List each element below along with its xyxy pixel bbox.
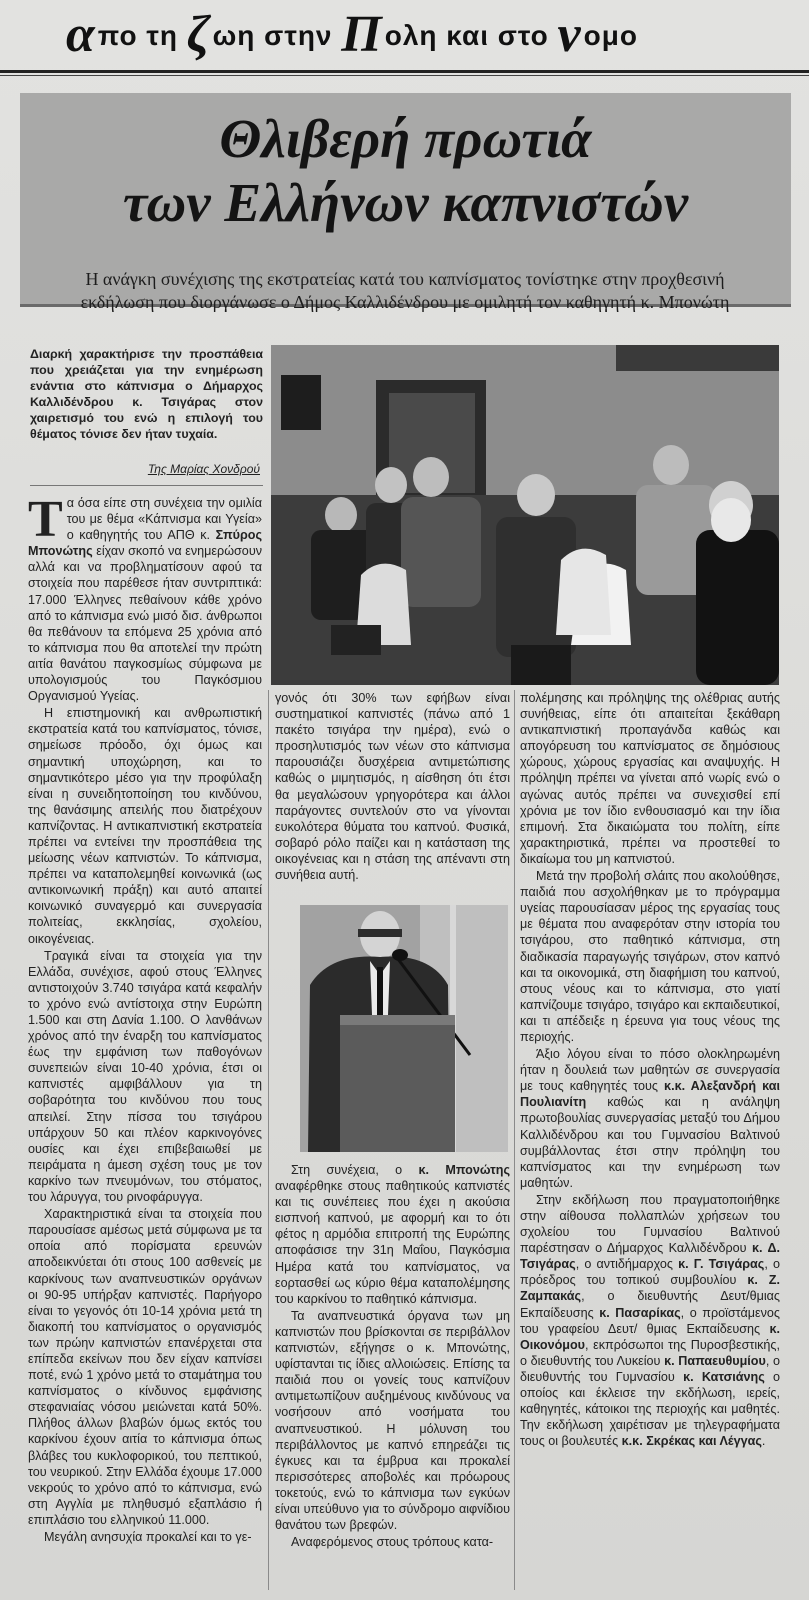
paragraph: Τα αναπνευστικά όργανα των μη καπνιστών που βρίσκονται σε περιβάλλον καπνιστών, εξήγησε ο κ. Μπονώτης, υφίστανται τις ίδιες αλλοιώσεις. Επίσης τα παιδιά που οι γονείς τους καπνίζουν αντιμετωπίζουν αυξημένους κινδύνους να νοσήσουν από νοσήματα του αναπνευστικού. Η μόλυνση του περιβάλλοντος με καπνό επηρεάζει τις έγκυες και τα έμβρυα και προκαλεί περισσότερες αποβολές και πρόωρους τοκετούς, ενώ το κάπνισμα των εγκύων είναι υπεύθυνο για το σύνδρομο αιφνίδιου θανάτου των βρεφών. [275,1308,510,1533]
article-column-2-top [275,690,510,883]
article-column-2-bottom: Στη συνέχεια, ο κ. Μπονώτης αναφέρθηκε στους παθητικούς καπνιστές και τις συνέπειες που έχει η ακούσια εισπνοή καπνού, με αφορμή και το ότι φέτος η αρμόδια επιτροπή της Ευρώπης αποφάσισε την 31η Μαΐου, Παγκόσμια Ημέρα κατά του καπνίσματος, να εορτασθεί ως κύριο θέμα καταπολέμησης του καρκίνου το παθητικό κάπνισμα. Τα αναπνευστικά όργανα των μη καπνιστών που βρίσκονται σε περιβάλλον καπνιστών, εξήγησε ο κ. Μπονώτης, υφίστανται τις ίδιες αλλοιώσεις. Επίσης τα παιδιά που οι γονείς τους καπνίζουν αντιμετωπίζουν αυξημένους κινδύνους να νοσήσουν από νοσήματα του αναπνευστικού. Η μόλυνση του περιβάλλοντος με καπνό επηρεάζει τις έγκυες και τα έμβρυα και προκαλεί περισσότερες αποβολές και πρόωρους τοκετούς, ενώ το κάπνισμα των εγκύων είναι υπεύθυνο για το σύνδρομο αιφνίδιου θανάτου των βρεφών. Αναφερόμενος στους τρόπους κατα- [275,1163,510,1550]
paragraph: πολέμησης και πρόληψης της ολέθριας αυτής συνήθειας, είπε ότι απαιτείται ξεκάθαρη αντικαπνιστική προπαγάνδα καθώς και απογόρευση του καπνίσματος σε δημόσιους χώρους, χώρους εργασίας και αναψυχής. Η πρόληψη πρέπει να γίνεται από νωρίς ενώ ο αγώνας αυτός πρέπει να συνεχισθεί επί χρόνια με τον ίδιο ενθουσιασμό και την ίδια επιμονή. Στα δικαιώματα του πολίτη, είπε χαρακτηριστικά, πρέπει να προστεθεί το δικαίωμα του μη καπνιστού. [520,691,780,866]
article-column-3: πολέμησης και πρόληψης της ολέθριας αυτής συνήθειας, είπε ότι απαιτείται ξεκάθαρη αντικαπνιστική προπαγάνδα καθώς και απογόρευση του καπνίσματος σε δημόσιους χώρους, χώρους εργασίας και αναψυχής. Η πρόληψη πρέπει να γίνεται από νωρίς ενώ ο αγώνας αυτός πρέπει να συνεχισθεί επί χρόνια με τον ίδιο ενθουσιασμό και την ίδια επιμονή. Στα δικαιώματα του πολίτη, είπε χαρακτηριστικά, πρέπει να προστεθεί το δικαίωμα του μη καπνιστού. Μετά την προβολή σλάιτς που ακολούθησε, παιδιά που ασχολήθηκαν με το πρόγραμμα υγείας παρουσίασαν μέρος της εργασίας τους με θέματα που αναφερόταν στην ιστορία του τσιγάρου, στο παθητικό κάπνισμα, στη διαδικασία παραγωγής τσιγάρων, στον καπνό και τα οικονομικά, στη διαφήμιση του καπνού, στους νέους και το κάπνισμα, στο γιατί καπνίζουμε τσιγάρο, τσιγάρο και εκπαιδευτικοί, και τι απέδειξε η έρευνα για τους νέους της περιοχής. Άξιο λόγου είναι το πόσο ολοκληρωμένη ήταν η δουλειά των μαθητών σε συνεργασία με τους καθηγητές τους κ.κ. Αλεξανδρή και Πουλιανίτη καθώς και η ανάληψη πρωτοβουλίας συνεργασίας μεταξύ του Δήμου Καλλιδένδρου και του Γυμνασίου Βαλτινού συμβάλλοντας έτσι στην πρόληψη του καπνίσματος και την ενημέρωση των μαθητών. Στην εκδήλωση που πραγματοποιήθηκε στην αίθουσα πολλαπλών χρήσεων του σχολείου του Γυμνασίου Βαλτινού παρέστησαν ο Δήμαρχος Καλλιδένδρου κ. Δ. Τσιγάρας, ο αντιδήμαρχος κ. Γ. Τσιγάρας, ο πρόεδρος του τοπικού συμβουλίου κ. Ζ. Ζαμπακάς, ο διευθυντής Δευτ/θμιας Εκπαίδευσης κ. Πασαρίκας, ο προϊστάμενος του γραφείου Δευτ/ θμιας Εκπαίδευσης κ. Οικονόμου, εκπρόσωποι της Πυροσβεστικής, ο διευθυντής του Λυκείου κ. Παπαευθυμίου, ο διευθυντής του Γυμνασίου κ. Κατσιάνης ο οποίος και έκλεισε την εκδήλωση, ιερείς, καθηγητές, κάτοικοι της περιοχής και μαθητές. Την εκδήλωση χαιρέτισαν με τηλεγραφήματα τους οι βουλευτές κ.κ. Σκρέκας και Λέγγας. [520,691,780,1449]
paragraph: Μεγάλη ανησυχία προκαλεί και το γε- [44,1530,252,1544]
byline-rule [30,485,263,486]
speaker-photo [300,905,508,1152]
headline: Θλιβερή πρωτιά των Ελλήνων καπνιστών [122,108,689,233]
paragraph: γονός ότι 30% των εφήβων είναι συστηματικοί καπνιστές (πάνω από 1 πακέτο τσιγάρα την ημέρα), ενώ ο προσηλυτισμός των νέων στο κάπνισμα παρουσιάζει δυσχέρεια αντιμετώπισης καθώς ο μιμητισμός, η αίσθηση ότι έτσι θα μεγαλώσουν γρηγορότερα και άλλοι παράγοντες συντελούν στο να γίνονται ευκολότερα θύματα του καπνού. Φυσικά, σοβαρό ρόλο παίζει και η κατάσταση της οικογένειας και η στάση της απέναντι στη συνήθεια αυτή. [275,691,510,883]
header-rule-thin [0,75,809,76]
audience-photo [271,345,779,685]
paragraph: Τραγικά είναι τα στοιχεία για την Ελλάδα, συνέχισε, αφού στους Έλληνες αντιστοιχούν 3.740 τσιγάρα κατά κεφαλήν το χρόνο ενώ αντίστοιχα στην Ευρώπη 1.500 και στη Δανία 1.100. Ο λανθάνων χρόνος από την έναρξη του καπνίσματος έως την εμφάνιση των παθογόνων συνεπειών είναι 10-40 χρόνια, έτσι οι καπνιστές αμφιβάλλουν για τη σοβαρότητα του κινδύνου που τους απειλεί. Στην πίσσα του τσιγάρου υπάρχουν 50 και πλέον καρκινογόνες ουσίες και έχει επιβεβαιωθεί με πειράματα η άμεση σχέση τους με τον καρκίνο των πνευμόνων, του στόματος, του λάρυγγα, του ρινοφάρυγγα. [28,948,262,1205]
subheadline: Η ανάγκη συνέχισης της εκστρατείας κατά του καπνίσματος τονίστηκε στην προχθεσινή εκδήλωση που διοργάνωσε ο Δήμος Καλλιδένδρου με ομιλητή τον καθηγητή κ. Μπονώτη [80,269,730,312]
section-header [0,0,809,80]
byline: Της Μαρίας Χονδρού [147,462,260,476]
lead-paragraph: Διαρκή χαρακτήρισε την προσπάθεια που χρειάζεται για την ενημέρωση ενάντια στο κάπνισμα ο Δήμαρχος Καλλιδένδρου κ. Τσιγάρας στον χαιρετισμό του ενώ η επιλογή του θέματος τόνισε δεν ήταν τυχαία. [30,347,263,441]
paragraph: Χαρακτηριστικά είναι τα στοιχεία που παρουσίασε αμέσως μετά σύμφωνα με τα οποία από πορίσματα ερευνών αποδεικνύεται ότι στους 100 ασθενείς με καρκίνους των αναπνευστικών οργάνων οι 90-95 υπήρξαν καπνιστές. Παρήγορο είναι το γεγονός ότι 10-14 χρόνια μετά τη διακοπή του καπνίσματος ο οργανισμός των πρώην καπνιστών επανέρχεται στα επίπεδα εκείνων που δεν είχαν καπνίσει ποτέ, ενώ 1 χρόνο μετά το σταμάτημα του καπνίσματος ο κίνδυνος εμφάνισης στεφανιαίας νόσου μειώνεται κατά 50%. Πλήθος άλλων βλαβών όμως εκτός του καρκίνου έχουν αιτία το κάπνισμα όπως βλάβες του κυκλοφορικού, του πεπτικού, του νευρικού. Στην Ελλάδα έχουμε 17.000 νεκρούς το χρόνο από το κάπνισμα, ενώ στη Αγγλία με πληθυσμό εξαπλάσιο ή επιπλάσιο του ελληνικού 11.000. [28,1207,262,1527]
paragraph: Μετά την προβολή σλάιτς που ακολούθησε, παιδιά που ασχολήθηκαν με το πρόγραμμα υγείας παρουσίασαν μέρος της εργασίας τους με θέματα που αναφερόταν στην ιστορία του τσιγάρου, στο παθητικό κάπνισμα, στη διαδικασία παραγωγής τσιγάρων, στον καπνό και τα οικονομικά, στη διαφήμιση του καπνού, στους νέους και το κάπνισμα, στο γιατί καπνίζουμε τσιγάρο, τσιγάρο και εκπαιδευτικοί, και τι απέδειξε η έρευνα για τους νέους της περιοχής. [520,869,780,1044]
column-divider [268,690,269,1590]
paragraph: Αναφερόμενος στους τρόπους κατα- [291,1535,494,1550]
drop-cap: Τ [28,491,63,548]
article-column-1: Τα όσα είπε στη συνέχεια την ομιλία του με θέμα «Κάπνισμα και Υγεία» ο καθηγητής του ΑΠΘ κ. Σπύρος Μπονώτης είχαν σκοπό να ενημερώσουν αλλά και να προβληματίσουν αφού τα στοιχεία που παρέθεσε ήταν συντριπτικά: 17.000 Έλληνες πεθαίνουν κάθε χρόνο από το κάπνισμα ενώ μισό δισ. άνθρωποι θα πεθάνουν τα επόμενα 25 χρόνια από το κάπνισμα που θα αποτελεί την πρώτη αιτία θανάτου παγκοσμίως σύμφωνα με υπολογισμούς του Παγκόσμιου Οργανισμού Υγείας. Η επιστημονική και ανθρωπιστική εκστρατεία κατά του καπνίσματος, τόνισε, σημείωσε πρόοδο, όχι όμως και σημαντική υποχώρηση, και το σημαντικότερο μέσο για την προφύλαξη είναι η συνειδητοποίηση του κινδύνου, της θανάσιμης απειλής που διατρέχουν καπνίζοντας. Η αντικαπνιστική εκστρατεία πρέπει να εντείνει την προσπάθεια της μείωσης νέων καπνιστών. Το κάπνισμα, πρέπει να καταπολεμηθεί κοινωνικά (ως αντικοινωνική πράξη) και αυτό απαιτεί κοινωνικό συναγερμό και συνεργασία πολιτείας, εκκλησίας, σχολείου, οικογένειας. Τραγικά είναι τα στοιχεία για την Ελλάδα, συνέχισε, αφού στους Έλληνες αντιστοιχούν 3.740 τσιγάρα κατά κεφαλήν το χρόνο ενώ αντίστοιχα στην Ευρώπη 1.500 και στη Δανία 1.100. Ο λανθάνων χρόνος από την έναρξη του καπνίσματος έως την εμφάνιση των παθογόνων συνεπειών είναι 10-40 χρόνια, έτσι οι καπνιστές αμφιβάλλουν για τη σοβαρότητα του κινδύνου που τους απειλεί. Στην πίσσα του τσιγάρου υπάρχουν 50 και πλέον καρκινογόνες ουσίες και έχει επιβεβαιωθεί με πειράματα η άμεση σχέση τους με τον καρκίνο των πνευμόνων, του στόματος, του λάρυγγα, του ρινοφάρυγγα. Χαρακτηριστικά είναι τα στοιχεία που παρουσίασε αμέσως μετά σύμφωνα με τα οποία από πορίσματα ερευνών αποδεικνύεται ότι στους 100 ασθενείς με καρκίνους των αναπνευστικών οργάνων οι 90-95 υπήρξαν καπνιστές. Παρήγορο είναι το γεγονός ότι 10-14 χρόνια μετά τη διακοπή του καπνίσματος ο οργανισμός των πρώην καπνιστών επανέρχεται στα επίπεδα εκείνων που δεν είχαν καπνίσει ποτέ, ενώ 1 χρόνο μετά το σταμάτημα του καπνίσματος ο κίνδυνος εμφάνισης στεφανιαίας νόσου μειώνεται κατά 50%. Πλήθος άλλων βλαβών όμως εκτός του καρκίνου έχουν αιτία το κάπνισμα όπως βλάβες του κυκλοφορικού, του πεπτικού, του νευρικού. Στην Ελλάδα έχουμε 17.000 νεκρούς το χρόνο από το κάπνισμα, ενώ στη Αγγλία με πληθυσμό εξαπλάσιο ή επιπλάσιο του ελληνικού 11.000. Μεγάλη ανησυχία προκαλεί και το γε- [28,491,262,1544]
header-rule-thick [0,70,809,73]
column-divider [514,690,515,1590]
section-title: απο τη ζωη στην Πολη και στο νομο [66,6,638,63]
paragraph: Η επιστημονική και ανθρωπιστική εκστρατεία κατά του καπνίσματος, τόνισε, σημείωσε πρόοδο, όχι όμως και σημαντική υποχώρηση, και το σημαντικότερο μέσο για την προφύλαξη είναι η συνειδητοποίηση του κινδύνου, της θανάσιμης απειλής που διατρέχουν καπνίζοντας. Η αντικαπνιστική εκστρατεία πρέπει να εντείνει την προσπάθεια της μείωσης νέων καπνιστών. Το κάπνισμα, πρέπει να καταπολεμηθεί κοινωνικά (ως αντικοινωνική πράξη) και αυτό απαιτεί κοινωνικό συναγερμό και συνεργασία πολιτείας, εκκλησίας, σχολείου, οικογένειας. [28,706,262,946]
